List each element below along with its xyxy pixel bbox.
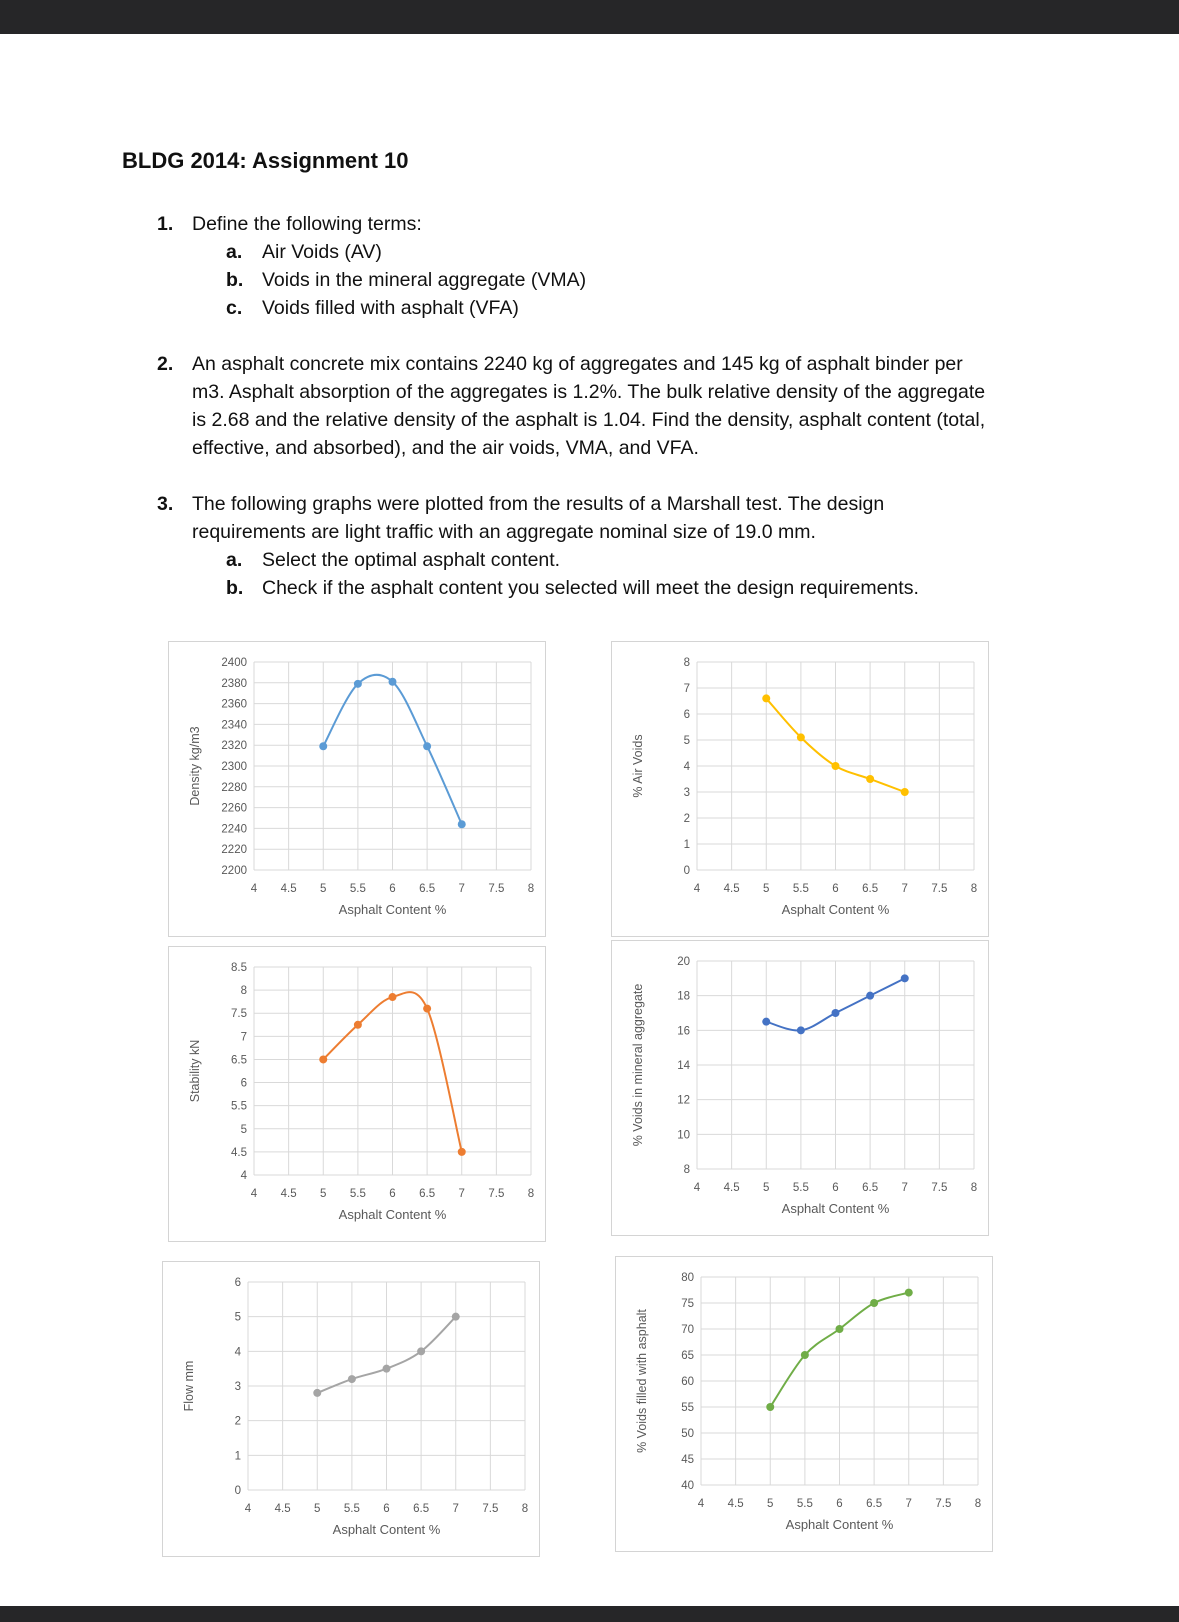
y-tick-label: 2400 [221,657,247,669]
x-tick-label: 6 [383,1503,390,1515]
question-text-line: An asphalt concrete mix contains 2240 kg of aggregates and 145 kg of asphalt binder per [192,353,963,375]
y-tick-label: 2340 [221,719,247,732]
y-tick-label: 8 [240,985,247,998]
data-point [452,1313,460,1321]
chart-air-voids [611,641,989,937]
x-tick-label: 4 [697,1498,705,1510]
data-point [354,680,362,688]
y-tick-label: 5 [240,1123,247,1136]
data-point [319,1055,327,1063]
y-tick-label: 45 [681,1454,694,1466]
data-point [866,775,874,783]
x-tick-label: 8 [521,1503,529,1515]
data-point [313,1389,321,1397]
x-tick-label: 5.5 [349,1188,366,1200]
y-tick-label: 2260 [221,802,247,815]
data-point [901,974,909,982]
y-tick-label: 50 [681,1428,694,1440]
x-tick-label: 4.5 [280,1188,297,1200]
stability-chart-svg [169,947,545,1241]
data-point [762,1018,770,1026]
y-axis-label: Stability kN [188,1039,202,1103]
data-point [319,742,327,750]
data-point [423,742,431,750]
data-point [866,992,874,1000]
y-axis-label: % Air Voids [631,734,645,798]
x-tick-label: 4 [250,883,258,895]
data-point [458,820,466,828]
y-tick-label: 20 [677,956,690,968]
y-tick-label: 3 [683,787,690,799]
subitem-letter: a. [226,241,243,263]
question-text-line: The following graphs were plotted from the results of a Marshall test. The design [192,493,885,515]
x-tick-label: 4.5 [723,1182,740,1194]
y-tick-label: 18 [677,990,690,1003]
x-tick-label: 6 [389,1188,396,1200]
subitem-text: Air Voids (AV) [262,241,382,263]
chart-vfa [615,1256,993,1552]
y-tick-label: 6.5 [231,1054,247,1067]
x-tick-label: 5.5 [792,883,809,895]
x-tick-label: 7.5 [488,883,505,895]
flow-chart-svg [163,1262,539,1556]
y-tick-label: 5.5 [231,1100,247,1113]
x-tick-label: 7 [901,883,908,895]
y-tick-label: 5 [683,735,690,747]
chart-density [168,641,546,937]
y-axis-label: % Voids in mineral aggregate [631,983,645,1147]
x-tick-label: 4 [693,1182,701,1194]
x-tick-label: 7.5 [931,883,948,895]
x-axis-label: Asphalt Content % [781,902,890,917]
density-chart-svg [169,642,545,936]
y-tick-label: 2220 [221,844,247,857]
x-tick-label: 6.5 [866,1498,883,1510]
y-tick-label: 2320 [221,740,247,753]
air-voids-chart-svg [612,642,988,936]
y-tick-label: 3 [234,1381,241,1393]
subitem-text: Select the optimal asphalt content. [262,549,561,571]
data-point [458,1148,466,1156]
data-point [797,733,805,741]
y-tick-label: 2380 [221,677,247,690]
document-title: BLDG 2014: Assignment 10 [122,148,409,173]
y-tick-label: 4 [683,761,690,773]
x-tick-label: 7 [901,1182,908,1194]
x-tick-label: 6.5 [419,1188,436,1200]
x-tick-label: 5 [320,1188,327,1200]
data-point [423,1005,431,1013]
y-tick-label: 40 [681,1480,694,1492]
question-2 [157,350,986,462]
y-tick-label: 2240 [221,823,247,836]
question-number: 2. [157,353,174,375]
y-tick-label: 2200 [221,865,247,877]
x-tick-label: 6.5 [862,1182,879,1194]
x-tick-label: 5 [763,1182,770,1194]
x-tick-label: 4.5 [280,883,297,895]
y-tick-label: 0 [683,865,690,877]
subitem [226,294,586,322]
x-tick-label: 6.5 [419,883,436,895]
x-tick-label: 5.5 [343,1503,360,1515]
y-tick-label: 6 [234,1277,241,1289]
chart-flow [162,1261,540,1557]
x-tick-label: 8 [970,883,978,895]
question-3 [157,490,919,602]
y-tick-label: 55 [681,1402,694,1414]
data-point [901,788,909,796]
data-point [389,993,397,1001]
subitem [226,546,919,574]
x-tick-label: 4.5 [723,883,740,895]
x-tick-label: 7 [452,1503,459,1515]
x-tick-label: 4 [693,883,701,895]
y-tick-label: 7 [683,683,690,695]
subitem-letter: b. [226,269,244,291]
subitem-letter: c. [226,297,243,319]
x-tick-label: 8 [970,1182,978,1194]
x-tick-label: 8 [527,883,535,895]
question-1 [157,210,587,322]
y-tick-label: 2280 [221,781,247,794]
y-tick-label: 6 [683,709,690,721]
subitem [226,238,586,266]
y-tick-label: 2360 [221,698,247,711]
y-tick-label: 1 [683,839,690,851]
data-point [417,1347,425,1355]
x-tick-label: 5 [767,1498,774,1510]
top-bar [0,0,1179,34]
x-axis-label: Asphalt Content % [785,1517,894,1532]
y-axis-label: Flow mm [182,1360,196,1412]
x-tick-label: 7 [458,883,465,895]
x-tick-label: 5 [320,883,327,895]
question-number: 1. [157,213,174,235]
vma-chart-svg [612,941,988,1235]
x-tick-label: 5.5 [796,1498,813,1510]
y-tick-label: 12 [677,1094,690,1107]
y-tick-label: 4 [240,1170,247,1182]
x-tick-label: 7 [458,1188,465,1200]
x-tick-label: 6 [832,883,839,895]
y-tick-label: 16 [677,1025,690,1038]
x-tick-label: 6.5 [413,1503,430,1515]
x-axis-label: Asphalt Content % [781,1201,890,1216]
question-text-line: requirements are light traffic with an aggregate nominal size of 19.0 mm. [192,521,816,543]
y-tick-label: 14 [677,1060,690,1072]
x-tick-label: 6 [389,883,396,895]
y-tick-label: 6 [240,1077,247,1090]
x-axis-label: Asphalt Content % [332,1522,441,1537]
question-text-line: m3. Asphalt absorption of the aggregates is 1.2%. The bulk relative density of the aggregate [192,381,986,403]
chart-stability [168,946,546,1242]
x-axis-label: Asphalt Content % [338,1207,447,1222]
y-tick-label: 60 [681,1376,694,1388]
chart-vma [611,940,989,1236]
y-tick-label: 70 [681,1324,694,1336]
y-tick-label: 2 [683,813,690,825]
question-text-line: effective, and absorbed), and the air voids, VMA, and VFA. [192,437,699,459]
x-tick-label: 7.5 [935,1498,952,1510]
y-tick-label: 10 [677,1129,690,1142]
data-point [801,1351,809,1359]
y-tick-label: 7.5 [231,1008,247,1021]
data-point [870,1299,878,1307]
y-tick-label: 65 [681,1350,694,1362]
y-tick-label: 4.5 [231,1146,247,1159]
y-tick-label: 1 [234,1450,241,1463]
y-tick-label: 7 [240,1031,247,1044]
x-tick-label: 5 [763,883,770,895]
x-tick-label: 5.5 [349,883,366,895]
x-tick-label: 7.5 [488,1188,505,1200]
subitem-letter: b. [226,577,244,599]
vfa-chart-svg [616,1257,992,1551]
x-tick-label: 4.5 [727,1498,744,1510]
bottom-bar [0,1606,1179,1622]
x-tick-label: 7.5 [931,1182,948,1194]
question-text-line: is 2.68 and the relative density of the asphalt is 1.04. Find the density, asphalt content (total, [192,409,986,431]
y-tick-label: 2300 [221,761,247,773]
y-tick-label: 8 [683,657,690,669]
y-tick-label: 0 [234,1485,241,1497]
y-axis-label: % Voids filled with asphalt [635,1309,649,1453]
x-tick-label: 7.5 [482,1503,499,1515]
subitem-text: Voids filled with asphalt (VFA) [262,297,519,319]
data-point [354,1021,362,1029]
question-number: 3. [157,493,174,515]
x-tick-label: 6.5 [862,883,879,895]
y-tick-label: 8.5 [231,962,247,974]
data-point [832,1009,840,1017]
data-point [389,678,397,686]
subitem [226,574,919,602]
subitem-text: Check if the asphalt content you selected will meet the design requirements. [262,577,919,599]
y-tick-label: 4 [234,1346,241,1359]
x-tick-label: 8 [974,1498,982,1510]
subitem [226,266,586,294]
x-tick-label: 5.5 [792,1182,809,1194]
x-tick-label: 8 [527,1188,535,1200]
subitem-text: Voids in the mineral aggregate (VMA) [262,269,587,291]
data-point [348,1375,356,1383]
data-point [383,1365,391,1373]
y-tick-label: 8 [683,1164,690,1176]
y-tick-label: 80 [681,1272,694,1284]
y-tick-label: 5 [234,1311,241,1324]
y-tick-label: 75 [681,1298,694,1310]
x-axis-label: Asphalt Content % [338,902,447,917]
data-point [832,762,840,770]
data-point [905,1289,913,1297]
y-axis-label: Density kg/m3 [188,726,202,806]
data-point [836,1325,844,1333]
x-tick-label: 4 [250,1188,258,1200]
x-tick-label: 4.5 [274,1503,291,1515]
subitem-letter: a. [226,549,243,571]
data-point [766,1403,774,1411]
data-point [762,694,770,702]
x-tick-label: 5 [314,1503,321,1515]
y-tick-label: 2 [234,1415,241,1428]
x-tick-label: 7 [905,1498,912,1510]
x-tick-label: 6 [832,1182,839,1194]
x-tick-label: 4 [244,1503,252,1515]
data-point [797,1026,805,1034]
x-tick-label: 6 [836,1498,843,1510]
question-text-line: Define the following terms: [192,213,422,235]
